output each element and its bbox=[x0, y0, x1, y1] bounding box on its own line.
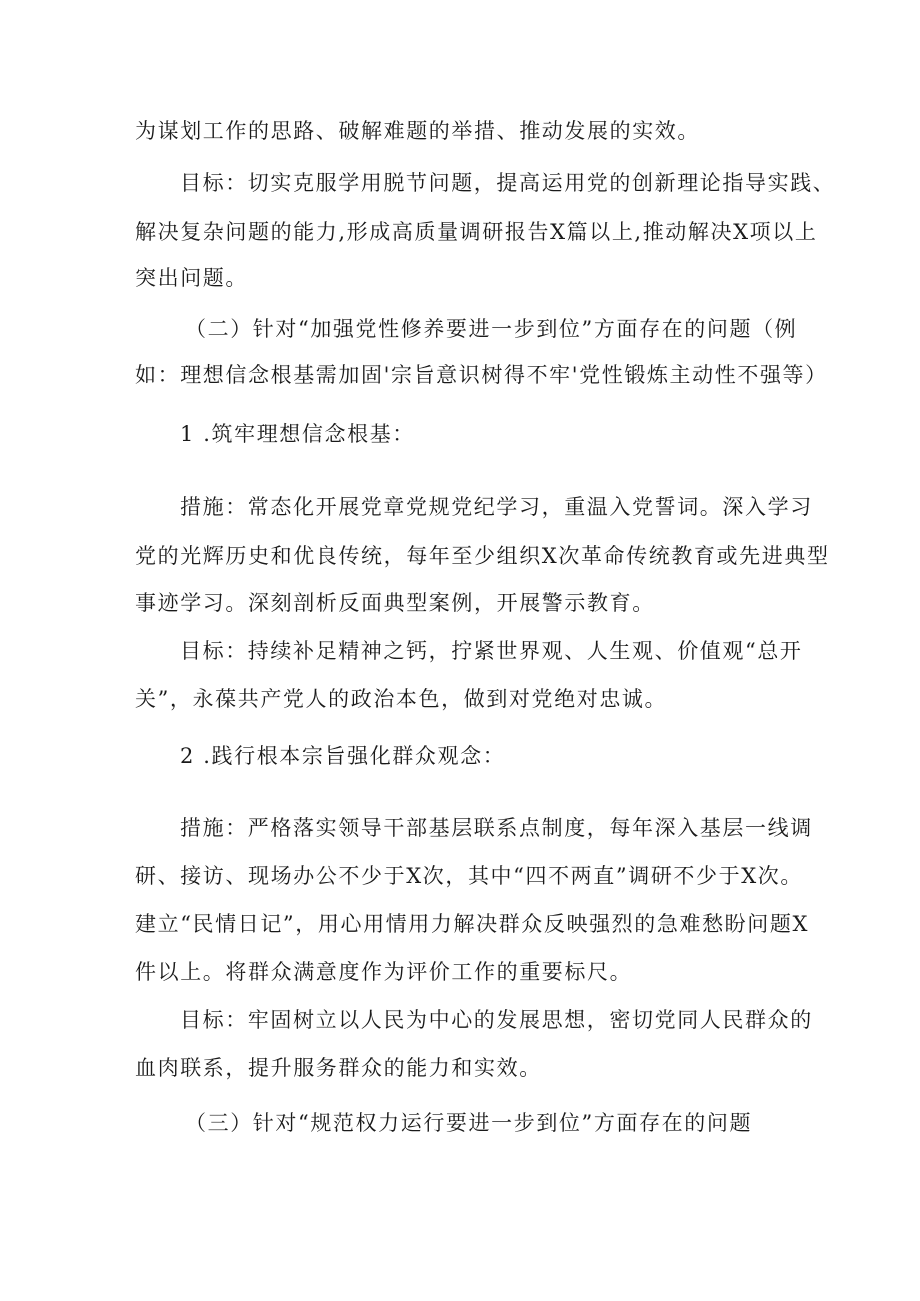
text-line: 突出问题。 bbox=[135, 266, 248, 290]
text-line: 目标：切实克服学用脱节问题，提高运用党的创新理论指导实践、 bbox=[180, 171, 836, 195]
text-line: 研、接访、现场办公不少于X次，其中“四不两直”调研不少于X次。 bbox=[135, 864, 803, 888]
section-heading: （二）针对“加强党性修养要进一步到位”方面存在的问题（例 bbox=[185, 317, 798, 341]
text-line: 如：理想信念根基需加固'宗旨意识树得不牢'党性锻炼主动性不强等） bbox=[135, 363, 828, 387]
text-line: 解决复杂问题的能力,形成高质量调研报告X篇以上,推动解决X项以上 bbox=[135, 220, 818, 244]
text-line: 建立“民情日记”，用心用情用力解决群众反映强烈的急难愁盼问题X bbox=[135, 912, 810, 936]
text-line: 措施：常态化开展党章党规党纪学习，重温入党誓词。深入学习 bbox=[180, 495, 813, 519]
text-line: 事迹学习。深刻剖析反面典型案例，开展警示教育。 bbox=[135, 591, 655, 615]
text-line: 件以上。将群众满意度作为评价工作的重要标尺。 bbox=[135, 960, 633, 984]
text-line: 目标：牢固树立以人民为中心的发展思想，密切党同人民群众的 bbox=[180, 1008, 813, 1032]
subsection-heading: 1 .筑牢理想信念根基： bbox=[180, 422, 415, 446]
text-line: 血肉联系，提升服务群众的能力和实效。 bbox=[135, 1056, 542, 1080]
text-line: 目标：持续补足精神之钙，拧紧世界观、人生观、价值观“总开 bbox=[180, 639, 803, 663]
text-line: 关”，永葆共产党人的政治本色，做到对党绝对忠诚。 bbox=[135, 687, 668, 711]
text-line: 为谋划工作的思路、破解难题的举措、推动发展的实效。 bbox=[135, 119, 700, 143]
subsection-heading: 2 .践行根本宗旨强化群众观念： bbox=[180, 744, 506, 768]
text-line: 党的光辉历史和优良传统，每年至少组织X次革命传统教育或先进典型 bbox=[135, 544, 830, 568]
section-heading: （三）针对“规范权力运行要进一步到位”方面存在的问题 bbox=[185, 1111, 753, 1135]
text-line: 措施：严格落实领导干部基层联系点制度，每年深入基层一线调 bbox=[180, 816, 813, 840]
